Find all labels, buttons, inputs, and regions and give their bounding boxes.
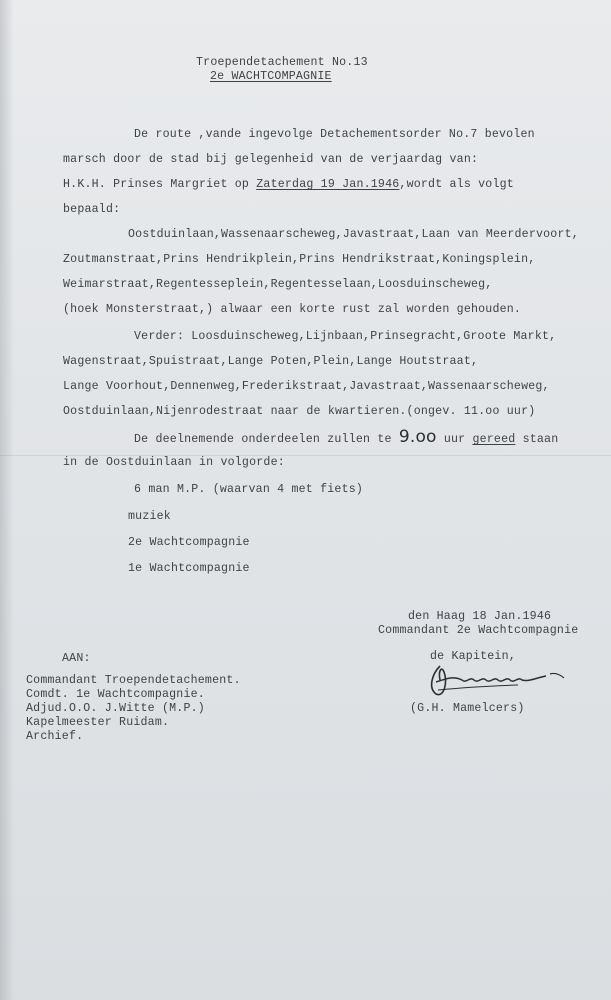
recipient-5: Archief. <box>26 730 84 743</box>
distribution-label: AAN: <box>62 652 91 665</box>
route-out-line-4: (hoek Monsterstraat,) alwaar een korte rust zal worden gehouden. <box>63 303 522 316</box>
assembly-text-mid: uur <box>436 433 473 446</box>
route-back-line-4: Oostduinlaan,Nijenrodestraat naar de kwartieren.(ongev. 11.oo uur) <box>63 405 536 418</box>
parade-date: Zaterdag 19 Jan.1946 <box>256 178 400 191</box>
route-out-line-1: Oostduinlaan,Wassenaarscheweg,Javastraat,Laan van Meerdervoort, <box>128 228 579 241</box>
signatory-rank: de Kapitein, <box>430 650 516 663</box>
intro-line-3-start: H.K.H. Prinses Margriet op <box>63 178 257 191</box>
order-item-2: muziek <box>128 510 171 523</box>
recipient-2: Comdt. 1e Wachtcompagnie. <box>26 688 205 701</box>
intro-line-1: De route ,vande ingevolge Detachementsorder No.7 bevolen <box>134 128 535 141</box>
assembly-text-start: De deelnemende onderdeelen zullen te <box>134 433 399 446</box>
route-out-line-3: Weimarstraat,Regentesseplein,Regentesselaan,Loosduinscheweg, <box>63 278 493 291</box>
order-item-1: 6 man M.P. (waarvan 4 met fiets) <box>134 483 364 496</box>
route-out-line-2: Zoutmanstraat,Prins Hendrikplein,Prins Hendrikstraat,Koningsplein, <box>63 253 536 266</box>
assembly-text-end: staan <box>515 433 559 446</box>
intro-line-4: bepaald: <box>63 203 121 216</box>
intro-line-2: marsch door de stad bij gelegenheid van de verjaardag van: <box>63 153 479 166</box>
recipient-4: Kapelmeester Ruidam. <box>26 716 170 729</box>
order-item-4: 1e Wachtcompagnie <box>128 562 250 575</box>
assembly-line-1 <box>134 427 559 447</box>
company-title: 2e WACHTCOMPAGNIE <box>210 70 332 83</box>
route-back-line-3: Lange Voorhout,Dennenweg,Frederikstraat,Javastraat,Wassenaarscheweg, <box>63 380 550 393</box>
unit-title: Troependetachement No.13 <box>196 56 368 69</box>
intro-line-3 <box>63 178 514 192</box>
place-date: den Haag 18 Jan.1946 <box>408 610 552 623</box>
intro-line-3-end: ,wordt als volgt <box>399 178 514 191</box>
handwritten-signature <box>418 660 568 700</box>
order-item-3: 2e Wachtcompagnie <box>128 536 250 549</box>
signatory-role: Commandant 2e Wachtcompagnie <box>378 624 579 637</box>
assembly-line-2: in de Oostduinlaan in volgorde: <box>63 456 285 469</box>
route-back-line-2: Wagenstraat,Spuistraat,Lange Poten,Plein,Lange Houtstraat, <box>63 355 479 368</box>
signatory-name: (G.H. Mamelcers) <box>410 702 525 715</box>
recipient-3: Adjud.O.O. J.Witte (M.P.) <box>26 702 205 715</box>
assembly-time-handwritten: 9.oo <box>398 427 437 447</box>
route-back-line-1: Verder: Loosduinscheweg,Lijnbaan,Prinsegracht,Groote Markt, <box>134 330 557 343</box>
assembly-ready-word: gereed <box>472 433 516 446</box>
recipient-1: Commandant Troependetachement. <box>26 674 241 687</box>
